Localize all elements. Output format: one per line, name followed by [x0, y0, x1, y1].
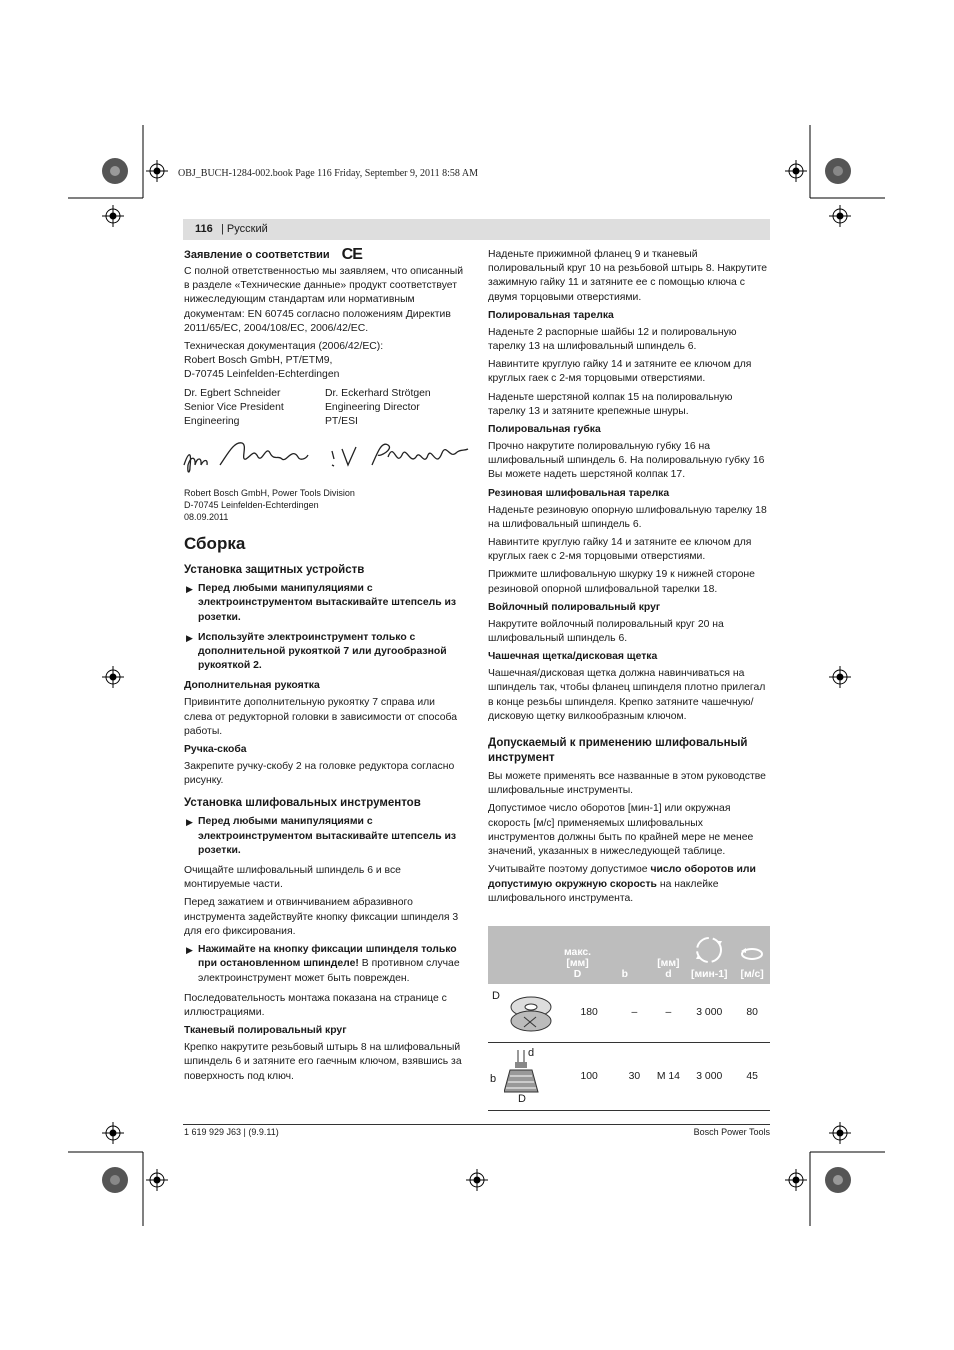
row-1-d: –: [665, 1007, 672, 1019]
ce-mark-icon: CE: [341, 246, 362, 263]
company-line: D-70745 Leinfelden-Echterdingen: [184, 500, 319, 511]
row-icon-cell: [488, 984, 562, 1042]
header-max: макс.: [564, 947, 592, 958]
header-mm-2: [мм]: [657, 958, 680, 969]
polishing-plate-p2: Навинтите круглую гайку 14 и затяните ее ключом для круглых гаек с 2-мя торцовыми отверстиями.: [488, 359, 752, 385]
allowed-p3-a: Учитывайте поэтому допустимое: [488, 864, 651, 876]
spec-table: [488, 926, 770, 1111]
header-speed-cell: [734, 926, 770, 984]
fabric-continued: Наденьте прижимной фланец 9 и тканевый полировальный круг 10 на резьбовой штырь 8. Накрутите зажимную гайку 11 и затяните ее с помощью ключа с двумя торцовыми отверстиями.: [488, 249, 768, 303]
aux-handle-title: Дополнительная рукоятка: [184, 680, 320, 692]
bullet-arrow-icon: ▶: [186, 632, 193, 643]
header-col-d: d: [665, 969, 672, 980]
tools-paragraph-2: Перед зажатием и отвинчиванием абразивного инструмента задействуйте кнопку фиксации шпинделя 3 для его фиксирования.: [184, 897, 459, 937]
disc-label-D: D: [492, 990, 500, 1002]
allowed-tools-title: Допускаемый к применению шлифовальный инструмент: [488, 737, 748, 765]
header-mm: [мм]: [566, 958, 589, 969]
felt-title: Войлочный полировальный круг: [488, 601, 661, 613]
page-header-bar: [183, 219, 770, 240]
row-2-D: 100: [580, 1070, 598, 1082]
company-info: [184, 487, 466, 523]
brush-label-D: D: [518, 1092, 526, 1105]
signer-1: [184, 387, 325, 430]
right-column: [488, 248, 770, 910]
spec-table-wrap: [488, 926, 770, 1111]
row-1-speed: 80: [746, 1007, 758, 1019]
rubber-plate-p2: Навинтите круглую гайку 14 и затяните ее ключом для круглых гаек с 2-мя торцовыми отверстиями.: [488, 537, 752, 563]
peripheral-speed-icon: [739, 945, 765, 963]
bullet-arrow-icon: ▶: [186, 945, 193, 956]
rubber-plate-p1: Наденьте резиновую опорную шлифовальную тарелку 18 на шлифовальный шпиндель 6.: [488, 504, 767, 530]
rubber-plate-p3: Прижмите шлифовальную шкурку 19 к нижней стороне резиновой опорной шлифовальной тарелки 18.: [488, 569, 755, 595]
guards-bullet-2: [184, 631, 466, 674]
footer-doc-number: 1 619 929 J63 | (9.9.11): [184, 1127, 279, 1137]
grinding-disc-icon: [506, 991, 556, 1035]
header-dim-cell: [562, 926, 653, 984]
signer-1-name: Dr. Egbert Schneider: [184, 387, 281, 399]
tech-doc-line: Техническая документация (2006/42/EC):: [184, 341, 384, 353]
header-rpm-unit: [мин-1]: [691, 969, 728, 980]
tools-title: Установка шлифовальных инструментов: [184, 797, 421, 810]
brush-label-b: b: [490, 1072, 497, 1085]
header-col-b: b: [621, 969, 628, 980]
row-2-speed: 45: [746, 1070, 758, 1082]
assembly-title: Сборка: [184, 534, 246, 554]
signer-2: [325, 387, 466, 430]
tools-bullet-2-bold: Нажимайте на кнопку фиксации шпинделя только при остановленном шпинделе!: [198, 944, 457, 970]
signatures-image: [182, 435, 472, 483]
sponge-title: Полировальная губка: [488, 424, 601, 436]
book-header: OBJ_BUCH-1284-002.book Page 116 Friday, September 9, 2011 8:58 AM: [178, 168, 478, 179]
tools-paragraph-3: Последовательность монтажа показана на странице с иллюстрациями.: [184, 992, 447, 1018]
row-2-rpm: 3 000: [696, 1070, 723, 1082]
tools-bullet-2-rest: В противном случае электроинструмент может быть поврежден.: [198, 958, 460, 984]
row-icon-cell: [488, 1042, 562, 1110]
language-label: | Русский: [221, 223, 268, 235]
guards-bullet-1-text: Перед любыми манипуляциями с электроинструментом вытаскивайте штепсель из розетки.: [198, 583, 457, 623]
allowed-tools-p1: Вы можете применять все названные в этом руководстве шлифовальные инструменты.: [488, 771, 766, 797]
page-number: 116: [195, 223, 213, 235]
declaration-title-text: Заявление о соответствии: [184, 249, 330, 261]
company-line: 08.09.2011: [184, 512, 229, 523]
header-speed-unit: [м/с]: [740, 969, 764, 980]
signer-2-dept: PT/ESI: [325, 416, 358, 428]
fabric-text: Крепко накрутите резьбовый штырь 8 на шлифовальный шпиндель 6 и затяните его гаечным ключом, взявшись за поверхность под ключ.: [184, 1042, 462, 1082]
row-1-b: –: [631, 1007, 638, 1019]
table-row: [488, 1042, 770, 1110]
signer-1-title: Senior Vice President: [184, 401, 284, 413]
brush-text: Чашечная/дисковая щетка должна навинчиваться на шпиндель так, чтобы фланец шпинделя плотно прилегал в конце резьбы шпинделя. Крепко затяните чашечную/дисковую щетку вилкообразным ключом.: [488, 668, 766, 722]
rubber-plate-title: Резиновая шлифовальная тарелка: [488, 487, 670, 499]
tools-bullet-1: [184, 815, 466, 858]
declaration-title: [184, 248, 466, 262]
guards-bullet-2-text: Используйте электроинструмент только с дополнительной рукояткой 7 или дугообразной рукояткой 2.: [198, 631, 447, 672]
signers: [184, 387, 466, 430]
bow-handle-text: Закрепите ручку-скобу 2 на головке редуктора согласно рисунку.: [184, 761, 455, 787]
bullet-arrow-icon: ▶: [186, 584, 193, 595]
allowed-p3-bold: число оборотов или допустимую окружную скорость: [488, 864, 756, 890]
table-row: [488, 984, 770, 1042]
aux-handle-text: Привинтите дополнительную рукоятку 7 справа или слева от редукторной головки в зависимости от способа работы.: [184, 697, 458, 737]
footer-divider: [183, 1124, 770, 1125]
header-rpm-cell: [684, 926, 734, 984]
row-2-d: M 14: [656, 1070, 680, 1082]
tools-paragraph-1: Очищайте шлифовальный шпиндель 6 и все монтируемые части.: [184, 865, 401, 891]
tools-bullet-2: [184, 943, 466, 986]
polishing-plate-p1: Наденьте 2 распорные шайбы 12 и полировальную тарелку 13 на шлифовальный шпиндель 6.: [488, 326, 737, 353]
bullet-arrow-icon: ▶: [186, 817, 193, 828]
signer-2-title: Engineering Director: [325, 401, 420, 413]
brush-title: Чашечная щетка/дисковая щетка: [488, 651, 658, 663]
guards-bullet-1: [184, 582, 466, 625]
company-line: Robert Bosch GmbH, Power Tools Division: [184, 488, 355, 499]
tech-doc: [184, 340, 466, 383]
signer-2-name: Dr. Eckerhard Strötgen: [325, 387, 431, 399]
header-col-D: D: [573, 969, 582, 980]
guards-title: Установка защитных устройств: [184, 564, 365, 577]
polishing-plate-p3: Наденьте шерстяной колпак 15 на полировальную тарелку 13 и затяните крепежные шнуры.: [488, 391, 733, 417]
polishing-plate-title: Полировальная тарелка: [488, 309, 614, 321]
brush-label-d: d: [528, 1046, 535, 1059]
tech-doc-line: D-70745 Leinfelden-Echterdingen: [184, 369, 340, 381]
fabric-title: Тканевый полировальный круг: [184, 1025, 347, 1037]
rotation-icon: [692, 933, 726, 967]
row-2-b: 30: [628, 1070, 641, 1082]
row-1-D: 180: [580, 1007, 598, 1019]
header-d-cell: [653, 926, 685, 984]
row-1-rpm: 3 000: [696, 1007, 723, 1019]
tools-bullet-1-text: Перед любыми манипуляциями с электроинструментом вытаскивайте штепсель из розетки.: [198, 816, 457, 856]
bow-handle-title: Ручка-скоба: [184, 744, 247, 756]
sponge-text: Прочно накрутите полировальную губку 16 на шлифовальный шпиндель 6. На полировальную губку 16 Вы можете надеть шерстяной колпак 17.: [488, 441, 765, 481]
declaration-text: С полной ответственностью мы заявляем, что описанный в разделе «Технические данные» продукт соответствует нижеследующим стандартам или нормативным документам: EN 60745 согласно положениям Директив 2011/65/ЕС, 2004/108/ЕС, 2006/42/ЕС.: [184, 266, 464, 334]
allowed-tools-p3: [488, 863, 770, 906]
left-column: [184, 248, 466, 1088]
header-icon-cell: [488, 926, 562, 984]
tech-doc-line: Robert Bosch GmbH, PT/ETM9,: [184, 355, 333, 367]
allowed-p3-b: на наклейке шлифовального инструмента.: [488, 878, 719, 904]
signer-1-dept: Engineering: [184, 416, 240, 428]
footer-brand: Bosch Power Tools: [693, 1127, 770, 1137]
allowed-tools-p2: Допустимое число оборотов [мин-1] или окружная скорость [м/с] применяемых шлифовальных инструментов должны быть по крайней мере не менее значений, указанных в нижеследующей таблице.: [488, 803, 754, 858]
felt-text: Накрутите войлочный полировальный круг 20 на шлифовальный шпиндель 6.: [488, 618, 724, 645]
